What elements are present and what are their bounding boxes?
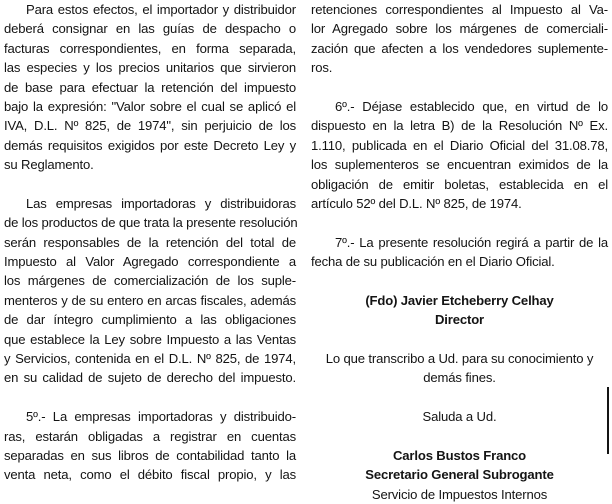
text-line: facturas correspondientes, en forma separada, xyxy=(4,40,296,56)
text-line: 6º.- Déjase establecido que, en virtud de lo xyxy=(335,98,608,114)
paragraph-importers-responsibility xyxy=(4,194,296,388)
paragraph-retention-expression xyxy=(4,0,296,175)
text-line: los márgenes de comercialización de los suple- xyxy=(4,273,296,289)
text-line: y Servicios, contenida en el D.L. Nº 825, de 1974, xyxy=(4,351,296,367)
paragraph-article-6 xyxy=(311,97,608,213)
text-line: IVA, D.L. Nº 825, de 1974", sin perjuicio de los xyxy=(4,118,296,134)
paragraph-article-5-continued xyxy=(311,0,608,78)
text-line: ras, estarán obligadas a registrar en cuentas xyxy=(4,428,296,444)
signatory-title: Director xyxy=(434,312,484,328)
text-line: que establece la Ley sobre Impuesto a las Ventas xyxy=(4,331,296,347)
text-line: Lo que transcribo a Ud. para su conocimiento y xyxy=(325,351,594,367)
paragraph-gap xyxy=(4,175,296,194)
paragraph-gap xyxy=(4,388,296,407)
text-line: ros. xyxy=(311,60,333,76)
text-line: lor Agregado sobre los márgenes de comerciali- xyxy=(311,21,608,37)
text-line: de dar íntegro cumplimiento a las obligaciones xyxy=(4,312,296,328)
paragraph-gap xyxy=(311,427,608,446)
text-line: 7º.- La presente resolución regirá a partir de la xyxy=(335,234,608,250)
paragraph-gap xyxy=(311,271,608,290)
text-line: Para estos efectos, el importador y distribuidor xyxy=(26,2,296,17)
signatory-name: Carlos Bustos Franco xyxy=(392,447,527,463)
text-line: en su calidad de sujeto de derecho del impuesto. xyxy=(4,370,296,386)
paragraph-transcription xyxy=(311,349,608,388)
text-line: dispuesto en la letra B) de la Resolución Nº Ex. xyxy=(311,118,608,134)
text-line: bajo la expresión: "Valor sobre el cual se aplicó el xyxy=(4,98,296,114)
text-line: obligación de emitir boletas, establecida en el xyxy=(311,176,608,192)
text-line: Las empresas importadoras y distribuidoras xyxy=(26,195,296,211)
text-line: serán responsables de la retención del total de xyxy=(4,234,296,250)
text-line: 5º.- La empresas importadoras y distribuido- xyxy=(26,409,296,425)
text-line: zación que afecten a los vendedores suplemente- xyxy=(311,40,608,56)
right-column xyxy=(311,0,608,504)
margin-rule xyxy=(607,387,609,454)
signatory-title: Secretario General Subrogante xyxy=(365,467,554,483)
left-column xyxy=(4,0,296,485)
text-line: de base para efectuar la retención del impuesto xyxy=(4,79,296,95)
paragraph-gap xyxy=(311,388,608,407)
text-line: separadas en sus libros de contabilidad tanto la xyxy=(4,447,296,463)
paragraph-gap xyxy=(311,330,608,349)
text-line: las especies y los precios unitarios que sirvieron xyxy=(4,60,296,76)
text-line: los suplementeros se encuentran eximidos de la xyxy=(311,157,608,173)
paragraph-gap xyxy=(311,213,608,232)
text-line: venta neta, como el débito fiscal propio, y las xyxy=(4,467,296,483)
text-line: de los productos de que trata la presente resolución xyxy=(4,215,298,231)
text-line: 1.110, publicada en el Diario Oficial del 31.08.78, xyxy=(311,137,608,153)
signature-director xyxy=(311,291,608,330)
signatory-organization: Servicio de Impuestos Internos xyxy=(371,486,548,502)
text-line: Impuesto al Valor Agregado correspondiente a xyxy=(4,254,296,270)
signature-secretary xyxy=(311,446,608,504)
text-line: demás fines. xyxy=(423,370,496,386)
text-line: menteros y de su entero en arcas fiscales, además xyxy=(4,292,296,308)
text-line: retenciones correspondientes al Impuesto al Va- xyxy=(311,2,608,17)
text-line: artículo 52º del D.L. Nº 825, de 1974. xyxy=(311,195,522,211)
signatory-name: (Fdo) Javier Etcheberry Celhay xyxy=(365,292,554,308)
text-line: fecha de su publicación en el Diario Oficial. xyxy=(311,254,555,270)
text-line: deberá consignar en las guías de despacho o xyxy=(4,21,296,37)
paragraph-gap xyxy=(311,78,608,97)
closing-greeting: Saluda a Ud. xyxy=(422,409,497,425)
paragraph-article-7 xyxy=(311,233,608,272)
text-line: su Reglamento. xyxy=(4,157,94,173)
paragraph-article-5 xyxy=(4,407,296,485)
text-line: demás requisitos exigidos por este Decreto Ley y xyxy=(4,137,296,153)
